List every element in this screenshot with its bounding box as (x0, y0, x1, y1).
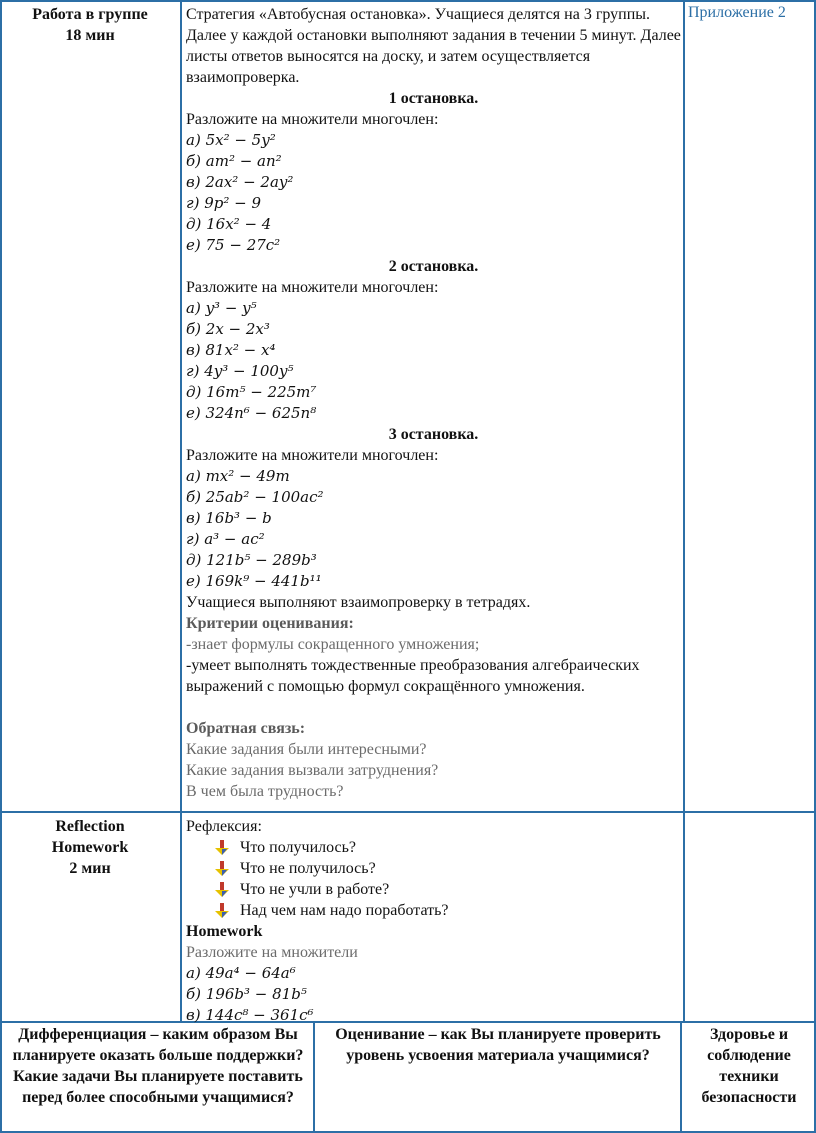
stop-3-item: а) mx² − 49m (186, 467, 290, 485)
stop-3-item: г) a³ − ac² (186, 530, 265, 548)
homework-item: в) 144c⁸ − 361c⁶ (186, 1006, 314, 1024)
homework-title: Homework (186, 923, 263, 940)
stop-3-item: в) 16b³ − b (186, 509, 272, 527)
stage-title: Reflection (55, 818, 125, 835)
stop-2-item: б) 2x − 2x³ (186, 320, 270, 338)
feedback-question: Какие задания были интересными? (186, 741, 427, 758)
stop-1-item: г) 9p² − 9 (186, 194, 262, 212)
footer-divider-1 (313, 1022, 315, 1133)
criteria-item: -знает формулы сокращенного умножения; (186, 636, 480, 653)
stage-duration: 2 мин (69, 860, 111, 877)
stage-cell-reflection (4, 816, 176, 879)
stop-2-item: е) 324n⁶ − 625n⁸ (186, 404, 317, 422)
stop-1-instruction: Разложите на множители многочлен: (186, 111, 439, 128)
stop-2-instruction: Разложите на множители многочлен: (186, 279, 439, 296)
stop-2-title: 2 остановка. (388, 258, 479, 275)
stop-3-item: д) 121b⁵ − 289b³ (186, 551, 317, 569)
stage-title: Работа в группе (32, 6, 148, 23)
criteria-title: Критерии оценивания: (186, 615, 354, 632)
feedback-title: Обратная связь: (186, 720, 306, 737)
arrow-bullet-icon (214, 903, 230, 919)
column-divider-1 (180, 0, 182, 1022)
differentiation-header: Дифференциация – каким образом Вы планируете оказать больше поддержки? Какие задачи Вы планируете поставить перед более способными учащимися? (12, 1026, 304, 1106)
stop-2-item: в) 81x² − x⁴ (186, 341, 276, 359)
stop-1-item: д) 16x² − 4 (186, 215, 272, 233)
reflection-item-label: Что не получилось? (240, 860, 376, 877)
row-divider-1 (0, 811, 816, 813)
criteria-item: -умеет выполнять тождественные преобразования алгебраических выражений с помощью формул сокращённого умножения. (186, 657, 640, 695)
arrow-bullet-icon (214, 840, 230, 856)
reflection-item-label: Что не учли в работе? (240, 881, 390, 898)
stop-1-item: е) 75 − 27c² (186, 236, 281, 254)
peer-check-text: Учащиеся выполняют взаимопроверку в тетрадях. (186, 594, 531, 611)
reflection-item-label: Над чем нам надо поработать? (240, 902, 449, 919)
activity-cell-group-work (186, 4, 681, 802)
stop-1-title: 1 остановка. (388, 90, 479, 107)
assessment-header: Оценивание – как Вы планируете проверить уровень усвоения материала учащимися? (335, 1026, 661, 1064)
activity-cell-reflection (186, 816, 681, 1026)
reflection-item (186, 900, 681, 921)
stop-3-item: б) 25ab² − 100ac² (186, 488, 324, 506)
footer-divider-2 (680, 1022, 682, 1133)
stop-2-item: г) 4y³ − 100y⁵ (186, 362, 294, 380)
stop-1-item: б) am² − an² (186, 152, 282, 170)
strategy-intro: Стратегия «Автобусная остановка». Учащиеся делятся на 3 группы. Далее у каждой остановки выполняют задания в течении 5 минут. Далее листы ответов выносятся на доску, и затем осуществляется взаимопроверка. (186, 6, 681, 86)
feedback-question: В чем была трудность? (186, 783, 344, 800)
health-safety-header: Здоровье и соблюдение техники безопасности (701, 1026, 797, 1106)
appendix-label: Приложение 2 (688, 4, 786, 21)
stop-2-item: д) 16m⁵ − 225m⁷ (186, 383, 317, 401)
stop-1-item: в) 2ax² − 2ay² (186, 173, 294, 191)
homework-item: а) 49a⁴ − 64a⁶ (186, 964, 296, 982)
arrow-bullet-icon (214, 861, 230, 877)
homework-item: б) 196b³ − 81b⁵ (186, 985, 307, 1003)
reflection-item (186, 837, 681, 858)
stop-3-item: е) 169k⁹ − 441b¹¹ (186, 572, 322, 590)
arrow-bullet-icon (214, 882, 230, 898)
reflection-title: Рефлексия: (186, 818, 262, 835)
reflection-item (186, 879, 681, 900)
reflection-item (186, 858, 681, 879)
stop-2-item: а) y³ − y⁵ (186, 299, 257, 317)
table-border-top (0, 0, 816, 2)
table-border-left (0, 0, 2, 1133)
stage-duration: 18 мин (65, 27, 115, 44)
reflection-item-label: Что получилось? (240, 839, 357, 856)
stop-1-item: а) 5x² − 5y² (186, 131, 276, 149)
column-divider-2 (683, 0, 685, 1022)
stage-subtitle: Homework (51, 839, 129, 856)
feedback-question: Какие задания вызвали затруднения? (186, 762, 439, 779)
homework-instruction: Разложите на множители (186, 944, 358, 961)
stop-3-instruction: Разложите на множители многочлен: (186, 447, 439, 464)
resources-cell (688, 4, 814, 22)
stop-3-title: 3 остановка. (388, 426, 479, 443)
stage-cell-group-work (4, 4, 176, 46)
